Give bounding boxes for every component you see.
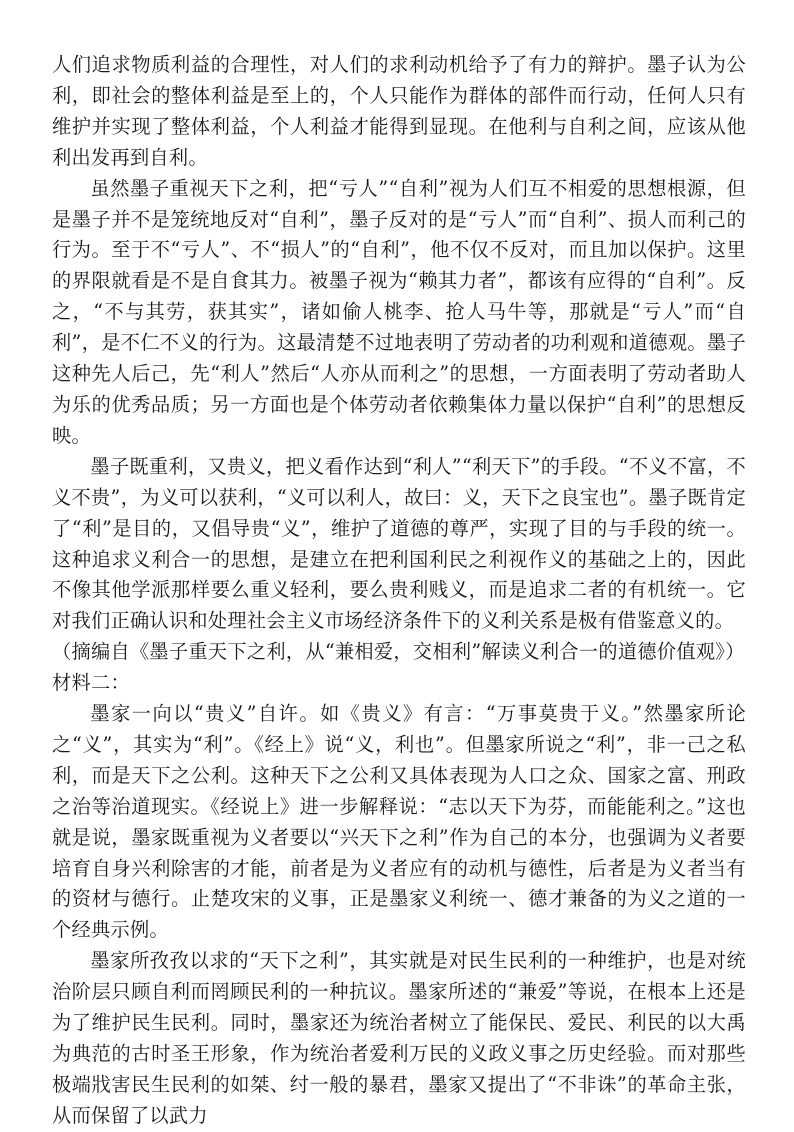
paragraph-continuation: 人们追求物质利益的合理性，对人们的求利动机给予了有力的辩护。墨子认为公利，即社会的整体利益是至上的，个人只能作为群体的部件而行动，任何人只有维护并实现了整体利益，个人利益才能得到显现。在他利与自利之间，应该从他利出发再到自利。 xyxy=(52,53,746,169)
source-citation: （摘编自《墨子重天下之利，从“兼相爱，交相利”解读义利合一的道德价值观》） xyxy=(52,640,745,664)
paragraph-self-interest: 虽然墨子重视天下之利，把“亏人”“自利”视为人们互不相爱的思想根源，但是墨子并不是笼统地反对“自利”，墨子反对的是“亏人”而“自利”、损人而利己的行为。至于不“亏人”、不“损人”的“自利”，他不仅不反对，而且加以保护。这里的界限就看是不是自食其力。被墨子视为“赖其力者”，都该有应得的“自利”。反之，“不与其劳，获其实”，诸如偷人桃李、抢人马牛等，那就是“亏人”而“自利”，是不仁不义的行为。这最清楚不过地表明了劳动者的功利观和道德观。墨子这种先人后己，先“利人”然后“人亦从而利之”的思想，一方面表明了劳动者助人为乐的优秀品质；另一方面也是个体劳动者依赖集体力量以保护“自利”的思想反映。 xyxy=(52,176,746,447)
section-heading-material-two: 材料二： xyxy=(52,671,130,695)
paragraph-public-benefit: 墨家所孜孜以求的“天下之利”，其实就是对民生民利的一种维护，也是对统治阶层只顾自利而罔顾民利的一种抗议。墨家所述的“兼爱”等说，在根本上还是为了维护民生民利。同时，墨家还为统治者树立了能保民、爱民、利民的以大禹为典范的古时圣王形象，作为统治者爱利万民的义政义事之历史经验。而对那些极端戕害民生民利的如桀、纣一般的暴君，墨家又提出了“不非诛”的革命主张，从而保留了以武力 xyxy=(52,949,746,1127)
document-page xyxy=(52,50,746,1132)
paragraph-mohist-righteousness: 墨家一向以“贵义”自许。如《贵义》有言：“万事莫贵于义。”然墨家所论之“义”，其实为“利”。《经上》说“义，利也”。但墨家所说之“利”，非一己之私利，而是天下之公利。这种天下之公利又具体表现为人口之众、国家之富、刑政之治等治道现实。《经说上》进一步解释说：“志以天下为芬，而能能利之。”这也就是说，墨家既重视为义者要以“兴天下之利”作为自己的本分，也强调为义者要培育自身兴利除害的才能，前者是为义者应有的动机与德性，后者是为义者当有的资材与德行。止楚攻宋的义事，正是墨家义利统一、德才兼备的为义之道的一个经典示例。 xyxy=(52,702,746,942)
paragraph-righteousness-profit: 墨子既重利，又贵义，把义看作达到“利人”“利天下”的手段。“不义不富，不义不贵”，为义可以获利，“义可以利人，故曰：义，天下之良宝也”。墨子既肯定了“利”是目的，又倡导贵“义”，维护了道德的尊严，实现了目的与手段的统一。这种追求义利合一的思想，是建立在把利国利民之利视作义的基础之上的，因此不像其他学派那样要么重义轻利，要么贵利贱义，而是追求二者的有机统一。它对我们正确认识和处理社会主义市场经济条件下的义利关系是极有借鉴意义的。 xyxy=(52,454,746,633)
